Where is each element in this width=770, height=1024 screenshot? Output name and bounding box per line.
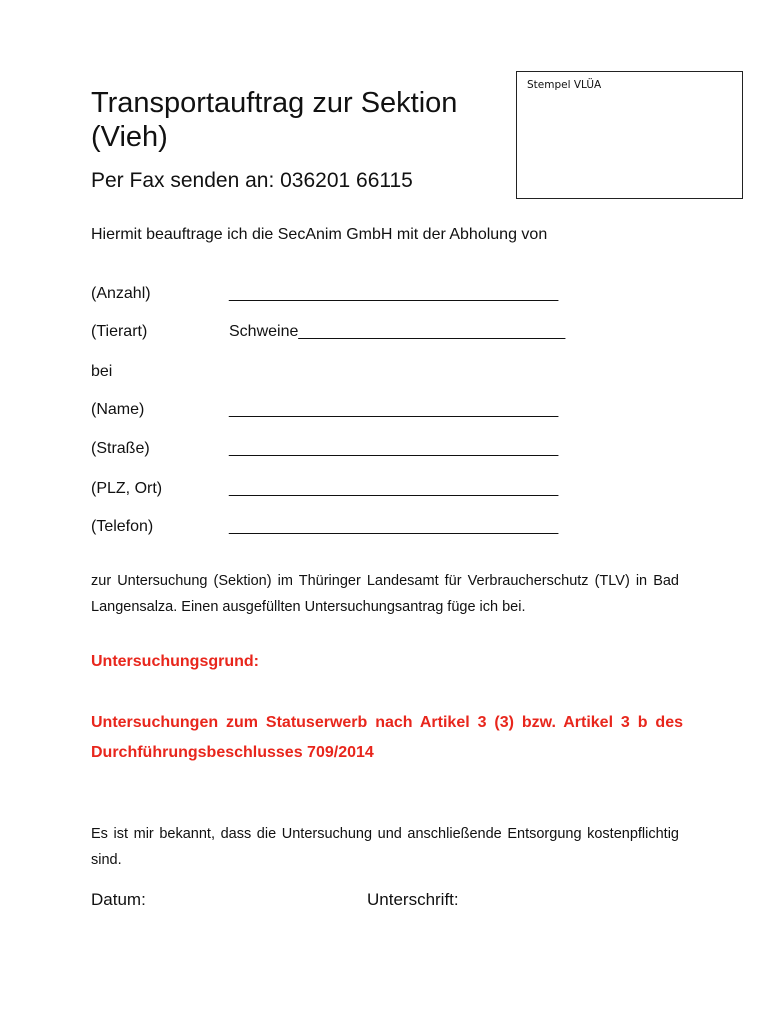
bei-text: bei [91, 363, 113, 380]
field-row-tierart [91, 323, 566, 341]
reason-text: Untersuchungen zum Statuserwerb nach Artikel 3 (3) bzw. Artikel 3 b des Durchführungsbeschlusses 709/2014 [91, 714, 683, 761]
field-label-telefon: (Telefon) [91, 518, 154, 535]
intro-text: Hiermit beauftrage ich die SecAnim GmbH mit der Abholung von [91, 226, 548, 243]
field-label-anzahl: (Anzahl) [91, 285, 151, 302]
date-label: Datum: [91, 890, 146, 909]
field-row-strasse [91, 440, 559, 458]
reason-heading: Untersuchungsgrund: [91, 653, 259, 670]
field-row-anzahl [91, 285, 559, 303]
stamp-label: Stempel VLÜA [527, 79, 602, 91]
fax-instruction: Per Fax senden an: 036201 66115 [91, 169, 413, 192]
field-value-anzahl: _____________________________________ [229, 285, 559, 302]
stamp-box [516, 71, 743, 199]
cost-notice: Es ist mir bekannt, dass die Untersuchung und anschließende Entsorgung kostenpflichtig sind. [91, 826, 679, 868]
field-value-plz-ort: _____________________________________ [229, 480, 559, 497]
field-value-tierart: Schweine______________________________ [229, 323, 566, 340]
field-row-telefon [91, 518, 559, 536]
field-value-telefon: _____________________________________ [229, 518, 559, 535]
field-value-strasse: _____________________________________ [229, 440, 559, 457]
field-label-name: (Name) [91, 401, 145, 418]
signature-label: Unterschrift: [367, 890, 459, 909]
field-label-plz-ort: (PLZ, Ort) [91, 480, 163, 497]
field-row-plz-ort [91, 480, 559, 498]
field-label-tierart: (Tierart) [91, 323, 148, 340]
field-row-name [91, 401, 559, 419]
field-value-name: _____________________________________ [229, 401, 559, 418]
document-title: Transportauftrag zur Sektion (Vieh) [91, 87, 458, 153]
field-label-strasse: (Straße) [91, 440, 150, 457]
examination-text: zur Untersuchung (Sektion) im Thüringer Landesamt für Verbraucherschutz (TLV) in Bad Langensalza. Einen ausgefüllten Untersuchungsantrag füge ich bei. [91, 573, 679, 615]
